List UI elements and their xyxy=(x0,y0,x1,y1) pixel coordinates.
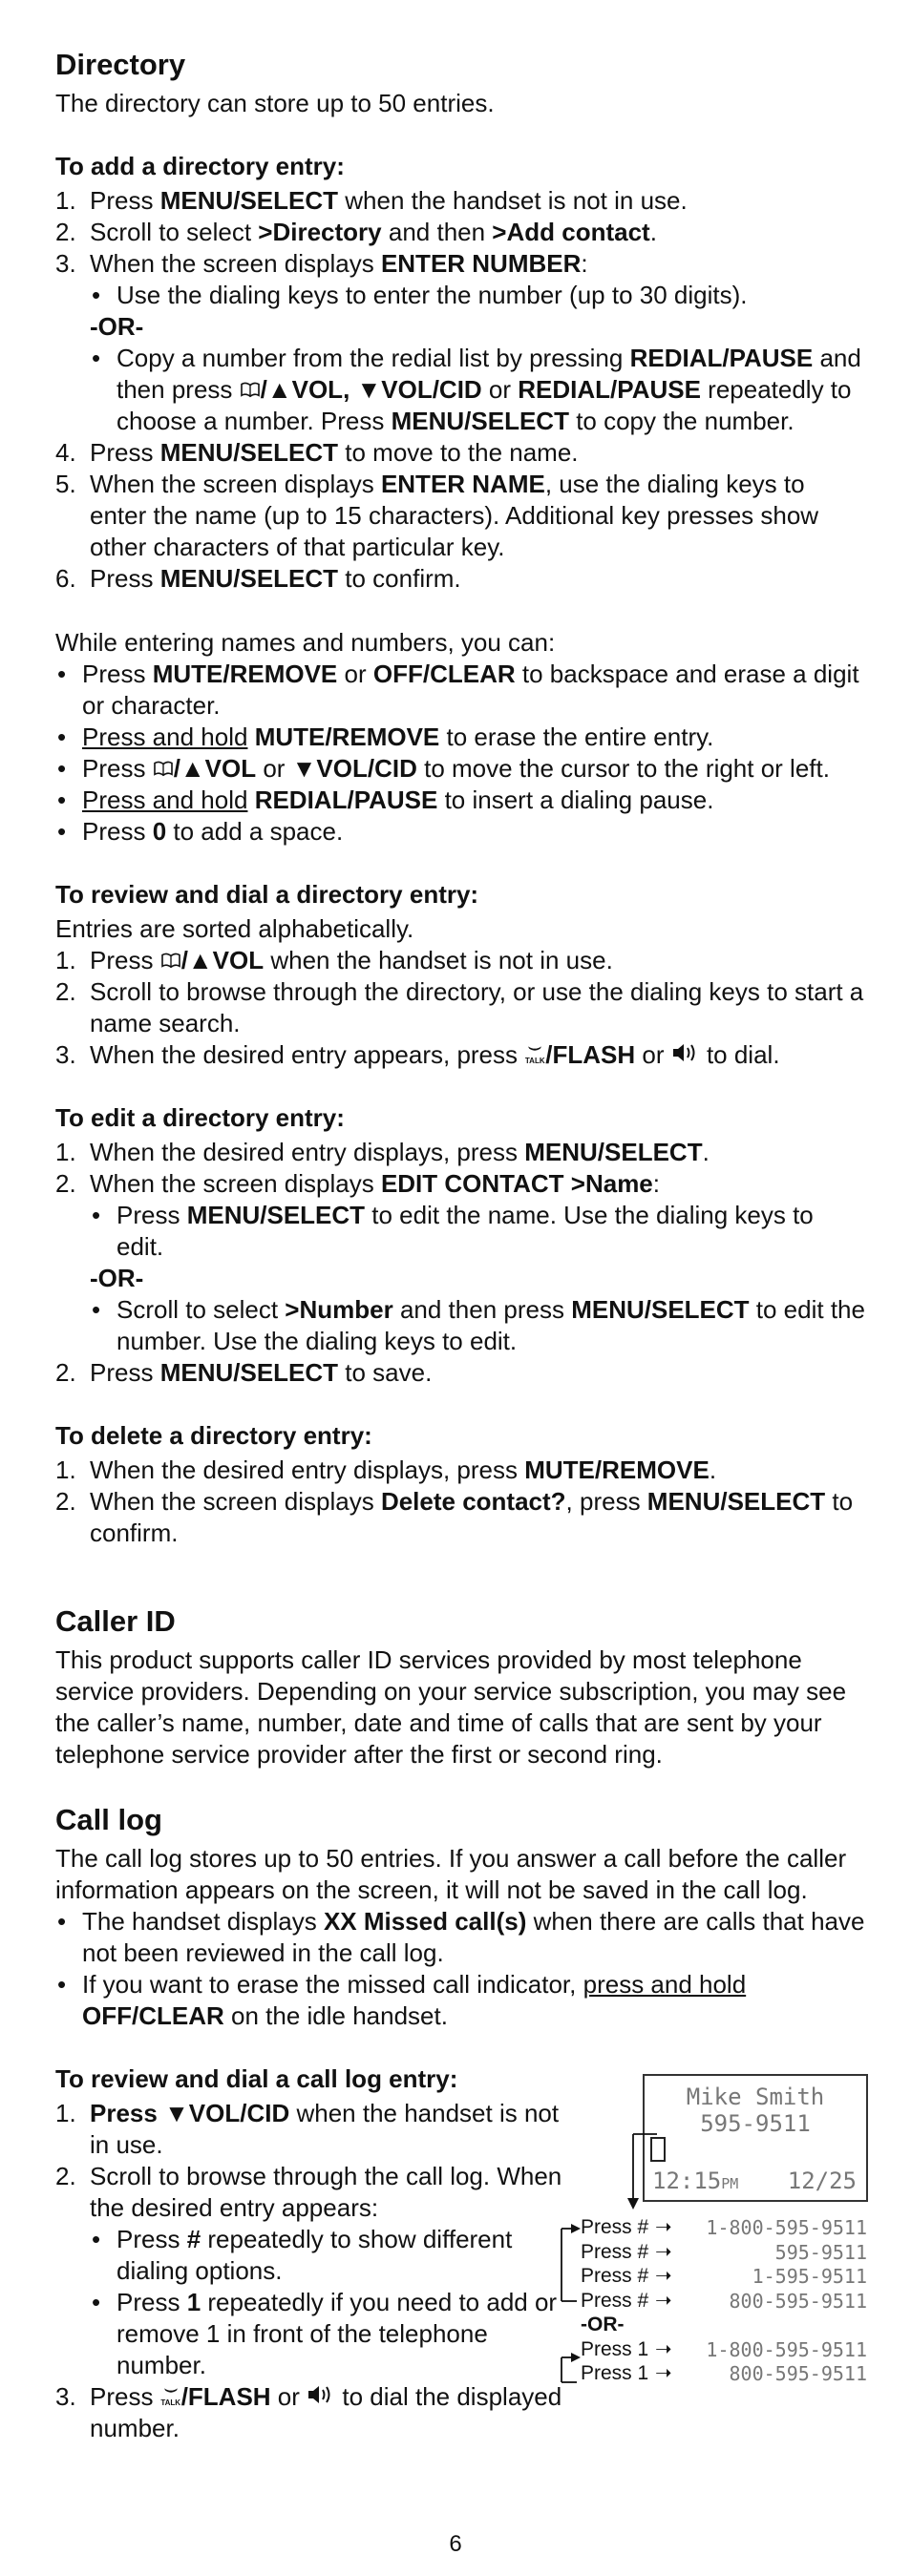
call-log-bullet-erase: • If you want to erase the missed call indicator, press and hold OFF/CLEAR on the idle handset. xyxy=(55,1969,867,2032)
speaker-icon xyxy=(307,2384,335,2405)
dial-option-key: Press 1 xyxy=(581,2362,649,2384)
add-step-6: 6. Press MENU/SELECT to confirm. xyxy=(55,564,461,593)
while-bullet-backspace: • Press MUTE/REMOVE or OFF/CLEAR to backspace and erase a digit or character. xyxy=(55,659,867,722)
arrow-right-icon: ➝ xyxy=(655,2362,672,2384)
dial-option-key: Press # xyxy=(581,2240,649,2263)
while-entering-list xyxy=(55,659,867,848)
edit-entry-heading: To edit a directory entry: xyxy=(55,1103,345,1132)
dial-option-number: 595-9511 xyxy=(774,2240,867,2264)
caller-id-heading: Caller ID xyxy=(55,1604,176,1638)
arrow-right-icon: ➝ xyxy=(655,2216,672,2238)
edit-step-2: 2. When the screen displays EDIT CONTACT >Name: xyxy=(55,1169,661,1198)
dial-option-number: 800-595-9511 xyxy=(729,2289,867,2313)
talk-phone-icon xyxy=(160,2386,181,2399)
dial-options-or: -OR- xyxy=(581,2314,625,2335)
directory-book-icon xyxy=(240,381,261,398)
review-directory-heading: To review and dial a directory entry: xyxy=(55,880,479,909)
call-log-bullet-one: • Press 1 repeatedly if you need to add or remove 1 in front of the telephone number. xyxy=(90,2287,571,2381)
add-step-5: 5. When the screen displays ENTER NAME, use the dialing keys to enter the name (up to 15 characters). Additional key presses show other characters of that particular key. xyxy=(55,470,819,561)
dial-option-number: 1-800-595-9511 xyxy=(706,2216,867,2239)
caller-id-body: This product supports caller ID services provided by most telephone service providers. Depending on your service subscription, you may see the caller’s name, number, date and time of calls that are sent by your telephone service provider after the first or second ring. xyxy=(55,1645,847,1769)
delete-entry-steps xyxy=(55,1455,867,1549)
call-log-body: The call log stores up to 50 entries. If you answer a call before the caller information appears on the screen, it will not be saved in the call log. xyxy=(55,1844,847,1904)
edit-step-1: 1. When the desired entry displays, press MENU/SELECT. xyxy=(55,1138,710,1166)
directory-book-icon xyxy=(160,952,181,969)
arrow-right-icon: ➝ xyxy=(655,2265,672,2287)
add-bullet-copy-redial: • Copy a number from the redial list by pressing REDIAL/PAUSE and then press /▲VOL, ▼VOL/CID or REDIAL/PAUSE repeatedly to choose a number. Press MENU/SELECT to copy the number. xyxy=(90,343,867,437)
review-directory-intro: Entries are sorted alphabetically. xyxy=(55,914,414,943)
while-entering-intro: While entering names and numbers, you can: xyxy=(55,628,556,657)
page-number: 6 xyxy=(449,2531,462,2557)
delete-step-1: 1. When the desired entry displays, press MUTE/REMOVE. xyxy=(55,1456,717,1484)
dial-option-number: 1-800-595-9511 xyxy=(706,2337,867,2361)
add-step-4: 4. Press MENU/SELECT to move to the name. xyxy=(55,438,579,467)
talk-key-label: TALK xyxy=(160,2398,181,2407)
dial-option-number: 800-595-9511 xyxy=(729,2362,867,2385)
dial-option-key: Press 1 xyxy=(581,2337,649,2360)
add-step-1: 1. Press MENU/SELECT when the handset is not in use. xyxy=(55,186,688,215)
arrow-right-icon: ➝ xyxy=(655,2289,672,2312)
review-step-2: 2. Scroll to browse through the directory, or use the dialing keys to start a name search. xyxy=(55,977,864,1037)
arrow-right-icon: ➝ xyxy=(655,2337,672,2360)
call-log-bullet-missed: • The handset displays XX Missed call(s) when there are calls that have not been reviewed in the call log. xyxy=(55,1906,867,1969)
call-log-step-3: 3. Press TALK /FLASH or to dial the displayed number. xyxy=(55,2382,562,2442)
review-step-3: 3. When the desired entry appears, press TALK /FLASH or to dial. xyxy=(55,1040,780,1069)
manual-page xyxy=(55,48,867,2444)
edit-step-3: 2. Press MENU/SELECT to save. xyxy=(55,1358,433,1387)
screen-date: 12/25 xyxy=(787,2168,857,2194)
while-bullet-erase-entry: • Press and hold MUTE/REMOVE to erase the entire entry. xyxy=(55,722,867,753)
while-bullet-space: • Press 0 to add a space. xyxy=(55,816,867,848)
add-or: -OR- xyxy=(90,312,144,341)
talk-key-label: TALK xyxy=(524,1057,545,1065)
add-step-2: 2. Scroll to select >Directory and then >Add contact. xyxy=(55,218,657,246)
dial-option-number: 1-595-9511 xyxy=(752,2265,867,2288)
delete-entry-heading: To delete a directory entry: xyxy=(55,1421,372,1450)
review-call-log-heading: To review and dial a call log entry: xyxy=(55,2064,458,2093)
while-bullet-move-cursor: • Press /▲VOL or ▼VOL/CID to move the cursor to the right or left. xyxy=(55,753,867,785)
screen-caller-name: Mike Smith xyxy=(686,2084,825,2110)
screen-caller-number: 595-9511 xyxy=(700,2110,811,2137)
add-entry-heading: To add a directory entry: xyxy=(55,152,345,180)
call-log-bullet-hash: • Press # repeatedly to show different dialing options. xyxy=(90,2224,571,2287)
review-step-1: 1. Press /▲VOL when the handset is not in use. xyxy=(55,946,613,974)
delete-step-2: 2. When the screen displays Delete contact?, press MENU/SELECT to confirm. xyxy=(55,1487,854,1547)
directory-book-icon xyxy=(153,760,174,777)
add-entry-steps xyxy=(55,185,867,595)
add-step-3: 3. When the screen displays ENTER NUMBER: xyxy=(55,249,588,278)
speaker-icon xyxy=(671,1042,700,1063)
call-log-step-1: 1. Press ▼VOL/CID when the handset is not in use. xyxy=(55,2099,560,2159)
edit-bullet-number: • Scroll to select >Number and then press MENU/SELECT to edit the number. Use the dialing keys to edit. xyxy=(90,1294,867,1357)
edit-bullet-name: • Press MENU/SELECT to edit the name. Use the dialing keys to edit. xyxy=(90,1200,867,1263)
talk-phone-icon xyxy=(524,1044,545,1058)
directory-heading: Directory xyxy=(55,48,186,81)
while-bullet-pause: • Press and hold REDIAL/PAUSE to insert a dialing pause. xyxy=(55,785,867,816)
dial-option-key: Press # xyxy=(581,2289,649,2312)
dial-option-key: Press # xyxy=(581,2265,649,2287)
edit-entry-steps xyxy=(55,1137,867,1389)
screen-time: 12:15PM xyxy=(652,2168,739,2194)
arrow-right-icon: ➝ xyxy=(655,2240,672,2263)
call-log-review-section xyxy=(55,2064,867,2444)
review-directory-steps xyxy=(55,945,867,1071)
call-log-heading: Call log xyxy=(55,1803,162,1836)
directory-intro: The directory can store up to 50 entries. xyxy=(55,89,495,117)
call-log-step-2: 2. Scroll to browse through the call log. When the desired entry appears: xyxy=(55,2162,562,2222)
add-bullet-dialing-keys: • Use the dialing keys to enter the number (up to 30 digits). xyxy=(90,280,867,311)
dial-option-key: Press # xyxy=(581,2216,649,2238)
review-call-log-steps xyxy=(55,2098,571,2444)
edit-or: -OR- xyxy=(90,1264,144,1292)
call-log-list xyxy=(55,1906,867,2032)
